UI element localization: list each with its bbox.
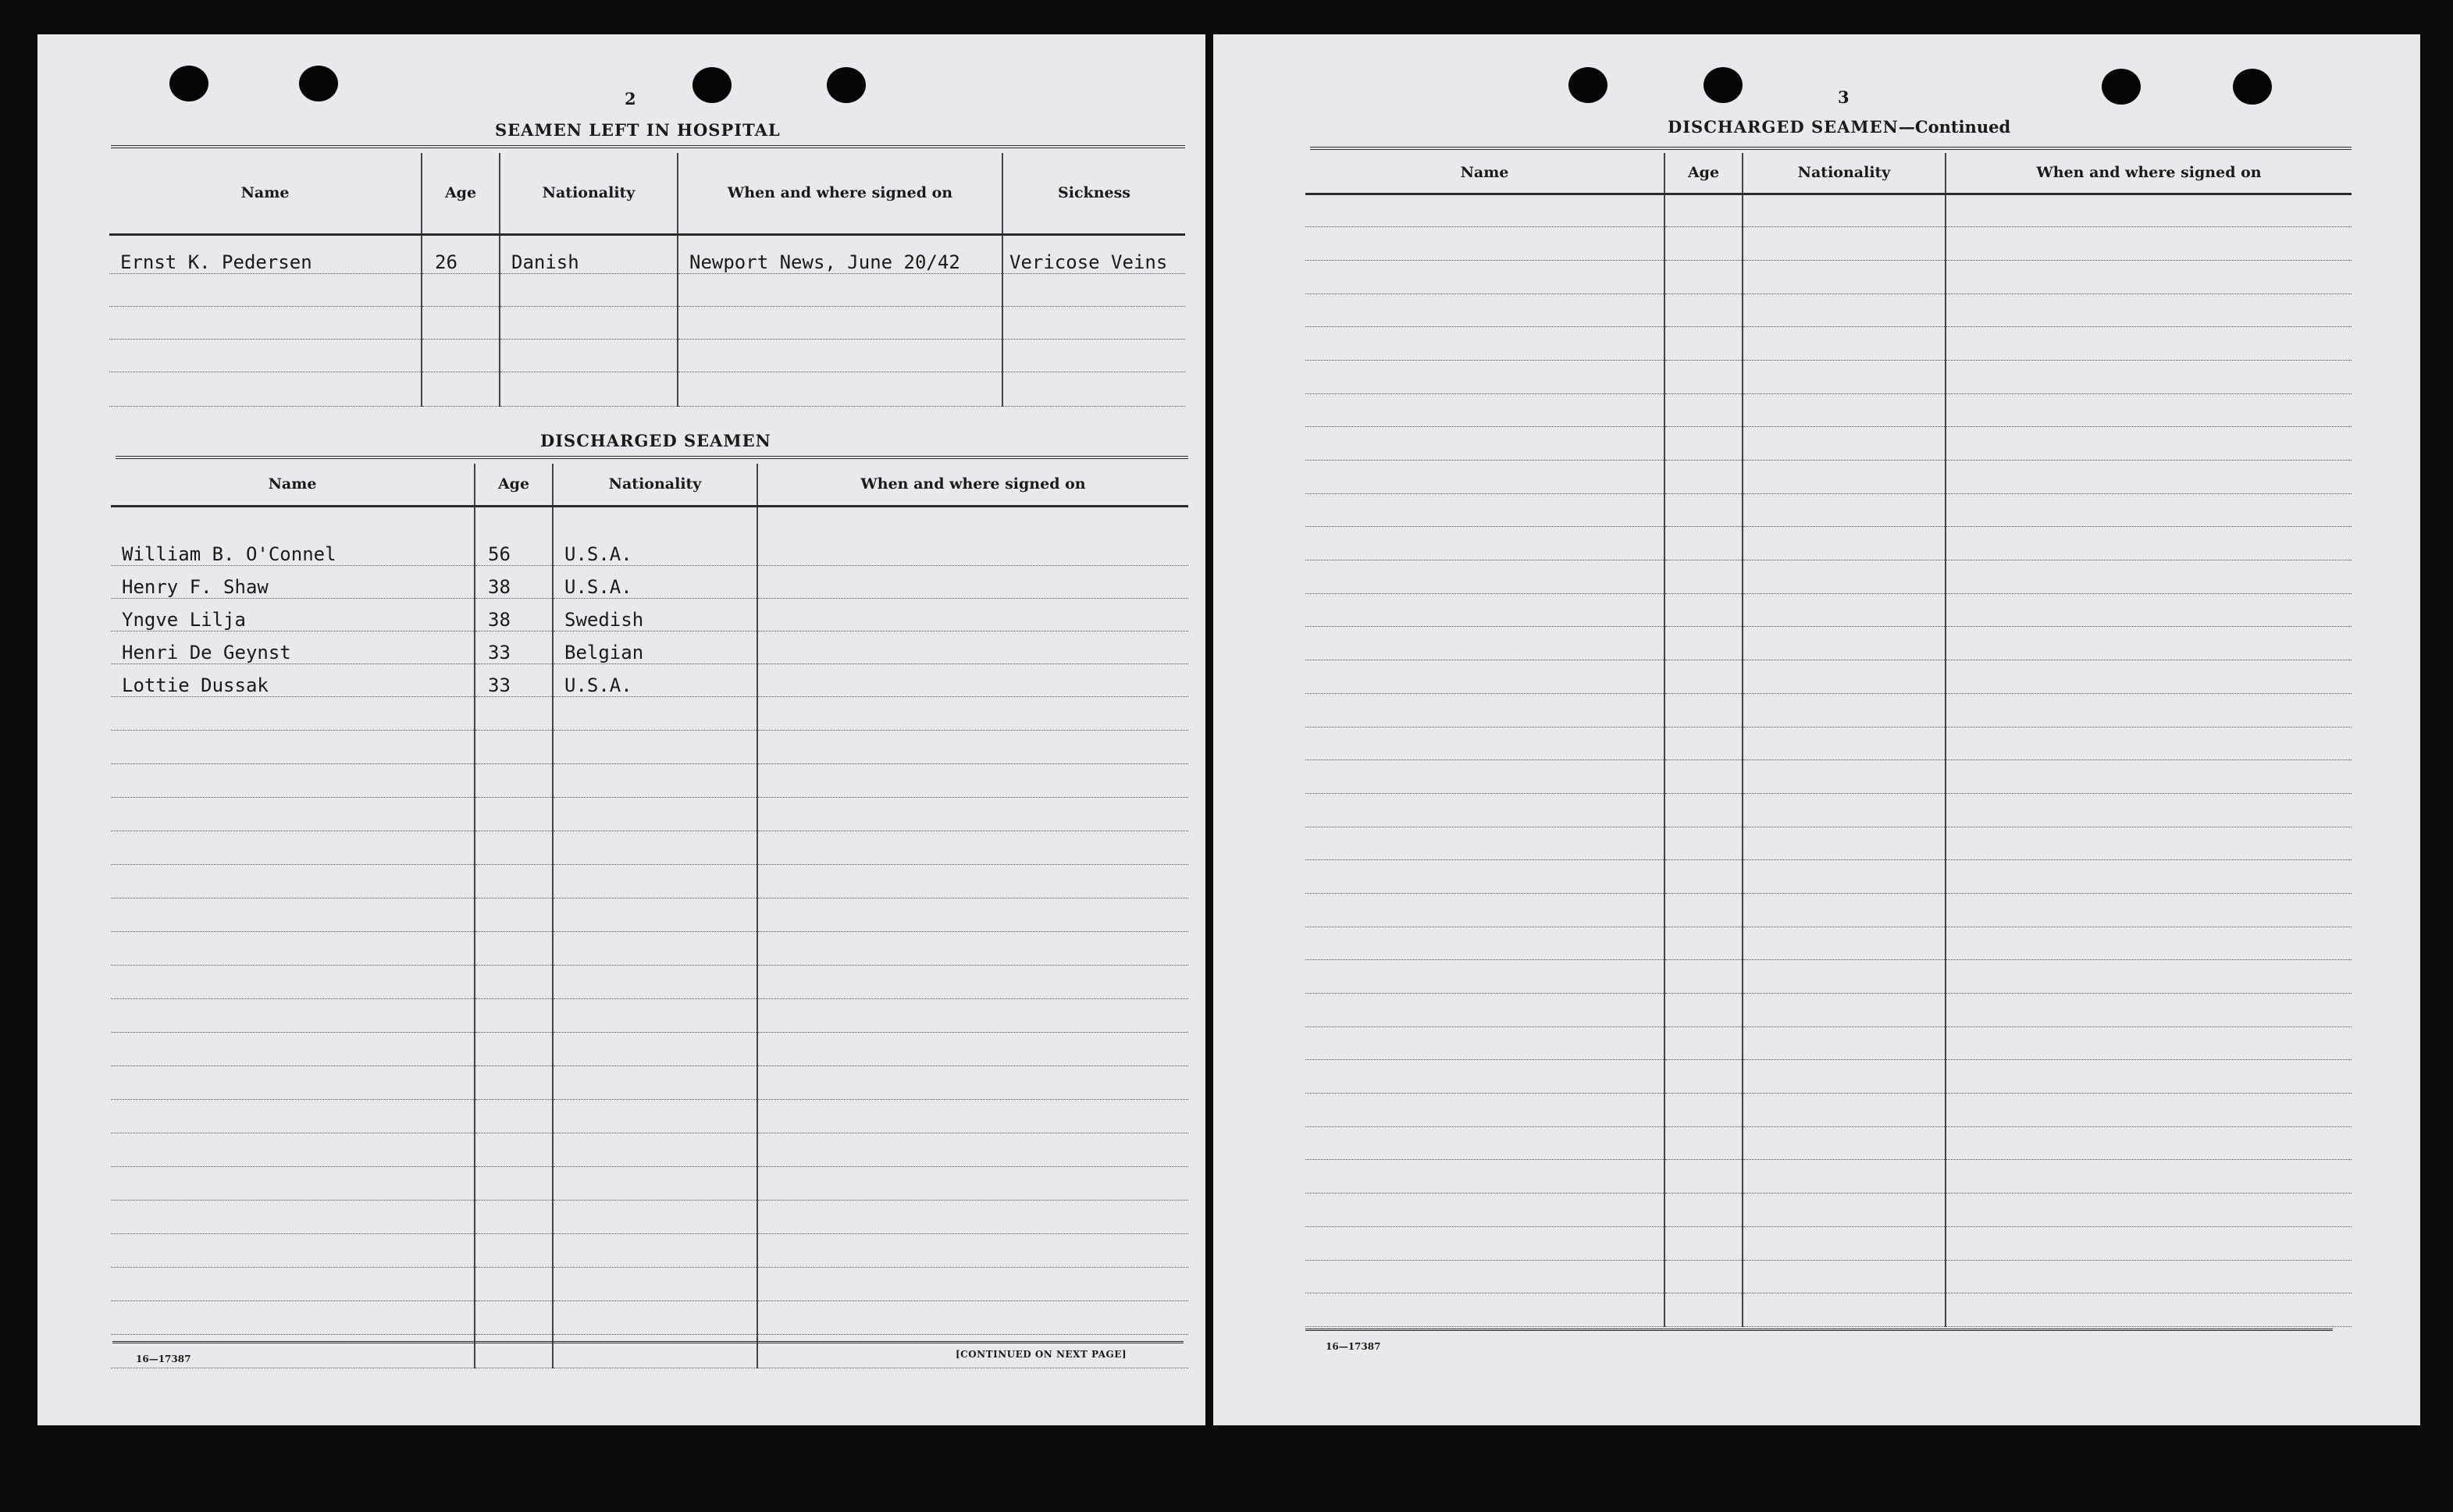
punch-hole-icon	[2233, 69, 2272, 105]
title-suffix: —Continued	[1898, 117, 2011, 137]
seaman-nationality: Danish	[500, 234, 678, 273]
table-row	[111, 864, 1188, 898]
seaman-nationality: U.S.A.	[553, 532, 757, 565]
seaman-age: 26	[422, 234, 500, 273]
punch-hole-icon	[1704, 67, 1743, 103]
seaman-age: 56	[475, 532, 553, 565]
table-row	[1305, 493, 2352, 527]
table-row	[1305, 1094, 2352, 1127]
table-row	[1305, 1160, 2352, 1194]
continued-table-top-rule	[1310, 147, 2352, 150]
column-header-age: Age	[475, 464, 553, 506]
table-row	[111, 998, 1188, 1032]
discharged-continued-table	[1305, 153, 2352, 1327]
table-row	[1305, 627, 2352, 660]
seaman-sickness: Vericose Veins	[1002, 234, 1185, 273]
table-row	[1305, 1293, 2352, 1327]
seaman-name: William B. O'Connel	[111, 532, 475, 565]
table-row	[1305, 860, 2352, 894]
seaman-name: Henry F. Shaw	[111, 565, 475, 598]
continued-table-bottom-rule	[1305, 1329, 2333, 1331]
table-row	[111, 532, 1188, 565]
table-row	[1305, 893, 2352, 927]
seaman-age: 38	[475, 565, 553, 598]
table-row	[1305, 327, 2352, 361]
table-row	[1305, 593, 2352, 627]
ledger-page-right	[1213, 34, 2420, 1425]
seaman-signed-on	[757, 631, 1188, 664]
continued-header-row	[1305, 153, 2352, 194]
column-header-name: Name	[111, 464, 475, 506]
table-row	[1305, 1126, 2352, 1160]
seaman-signed-on	[757, 532, 1188, 565]
table-row	[111, 598, 1188, 631]
table-row	[1305, 360, 2352, 393]
column-header-nationality: Nationality	[500, 153, 678, 234]
table-row	[111, 565, 1188, 598]
column-header-signed-on: When and where signed on	[678, 153, 1002, 234]
hospital-section-title: SEAMEN LEFT IN HOSPITAL	[495, 120, 781, 140]
table-row	[111, 1200, 1188, 1233]
column-header-name: Name	[1305, 153, 1664, 194]
table-row	[1305, 1026, 2352, 1060]
table-row	[1305, 994, 2352, 1027]
table-row	[1305, 727, 2352, 760]
ledger-page-left	[37, 34, 1205, 1425]
hospital-table-top-rule	[111, 145, 1185, 148]
table-row	[1305, 693, 2352, 727]
punch-hole-icon	[827, 67, 866, 103]
table-row	[111, 797, 1188, 831]
page-number: 3	[1838, 87, 1850, 107]
hospital-table	[109, 153, 1185, 407]
column-header-age: Age	[422, 153, 500, 234]
table-row	[111, 831, 1188, 864]
continued-note: [CONTINUED ON NEXT PAGE]	[956, 1349, 1127, 1360]
table-row	[111, 1166, 1188, 1200]
table-row	[109, 234, 1185, 273]
seaman-nationality: U.S.A.	[553, 565, 757, 598]
seaman-name: Yngve Lilja	[111, 598, 475, 631]
table-row	[1305, 827, 2352, 860]
table-row	[1305, 1226, 2352, 1260]
seaman-signed-on	[757, 664, 1188, 696]
column-header-sickness: Sickness	[1002, 153, 1185, 234]
punch-hole-icon	[2102, 69, 2141, 105]
punch-hole-icon	[1568, 67, 1607, 103]
seaman-name: Lottie Dussak	[111, 664, 475, 696]
punch-hole-icon	[299, 66, 338, 101]
table-row	[111, 696, 1188, 730]
table-row	[1305, 427, 2352, 461]
table-row	[109, 273, 1185, 306]
seaman-name: Ernst K. Pedersen	[109, 234, 422, 273]
table-row	[1305, 560, 2352, 594]
table-row	[1305, 194, 2352, 227]
table-row	[1305, 260, 2352, 294]
table-row	[1305, 927, 2352, 960]
seaman-signed-on	[757, 565, 1188, 598]
table-row-spacer	[111, 506, 1188, 532]
punch-hole-icon	[169, 66, 208, 101]
table-row	[111, 631, 1188, 664]
discharged-table	[111, 464, 1188, 1368]
seaman-name: Henri De Geynst	[111, 631, 475, 664]
table-row	[111, 1133, 1188, 1166]
table-row	[1305, 393, 2352, 427]
table-row	[1305, 1060, 2352, 1094]
table-row	[111, 730, 1188, 763]
table-row	[109, 306, 1185, 339]
seaman-nationality: Swedish	[553, 598, 757, 631]
table-row	[1305, 527, 2352, 560]
table-row	[111, 898, 1188, 931]
table-row	[111, 1233, 1188, 1267]
hospital-header-row	[109, 153, 1185, 234]
table-row	[111, 664, 1188, 696]
seaman-signed-on	[757, 598, 1188, 631]
table-row	[1305, 1194, 2352, 1227]
table-row	[1305, 793, 2352, 827]
title-text: DISCHARGED SEAMEN	[1668, 117, 1899, 137]
table-row	[1305, 461, 2352, 494]
seaman-nationality: Belgian	[553, 631, 757, 664]
seaman-age: 38	[475, 598, 553, 631]
seaman-signed-on: Newport News, June 20/42	[678, 234, 1002, 273]
table-row	[111, 1066, 1188, 1099]
column-header-signed-on: When and where signed on	[757, 464, 1188, 506]
table-row	[111, 763, 1188, 797]
column-header-nationality: Nationality	[1743, 153, 1946, 194]
table-row	[1305, 960, 2352, 994]
column-header-age: Age	[1664, 153, 1743, 194]
table-row	[111, 965, 1188, 998]
discharged-header-row	[111, 464, 1188, 506]
column-header-name: Name	[109, 153, 422, 234]
column-header-nationality: Nationality	[553, 464, 757, 506]
discharged-section-title: DISCHARGED SEAMEN	[540, 431, 771, 450]
table-row	[109, 339, 1185, 372]
table-row	[1305, 294, 2352, 327]
discharged-table-top-rule	[116, 456, 1188, 459]
seaman-age: 33	[475, 664, 553, 696]
table-row	[111, 931, 1188, 965]
seaman-age: 33	[475, 631, 553, 664]
table-row	[111, 1099, 1188, 1133]
table-row	[1305, 1260, 2352, 1293]
table-row	[1305, 227, 2352, 261]
punch-hole-icon	[692, 67, 732, 103]
table-row	[1305, 760, 2352, 794]
table-row	[109, 372, 1185, 406]
table-row	[111, 1032, 1188, 1066]
seaman-nationality: U.S.A.	[553, 664, 757, 696]
table-row	[111, 1267, 1188, 1300]
table-row	[1305, 660, 2352, 694]
form-number: 16—17387	[1326, 1341, 1381, 1352]
discharged-table-bottom-rule	[112, 1341, 1184, 1343]
column-header-signed-on: When and where signed on	[1946, 153, 2352, 194]
discharged-continued-title	[1668, 117, 2010, 137]
page-number: 2	[625, 89, 636, 109]
form-number: 16—17387	[136, 1354, 191, 1364]
table-row	[111, 1300, 1188, 1334]
